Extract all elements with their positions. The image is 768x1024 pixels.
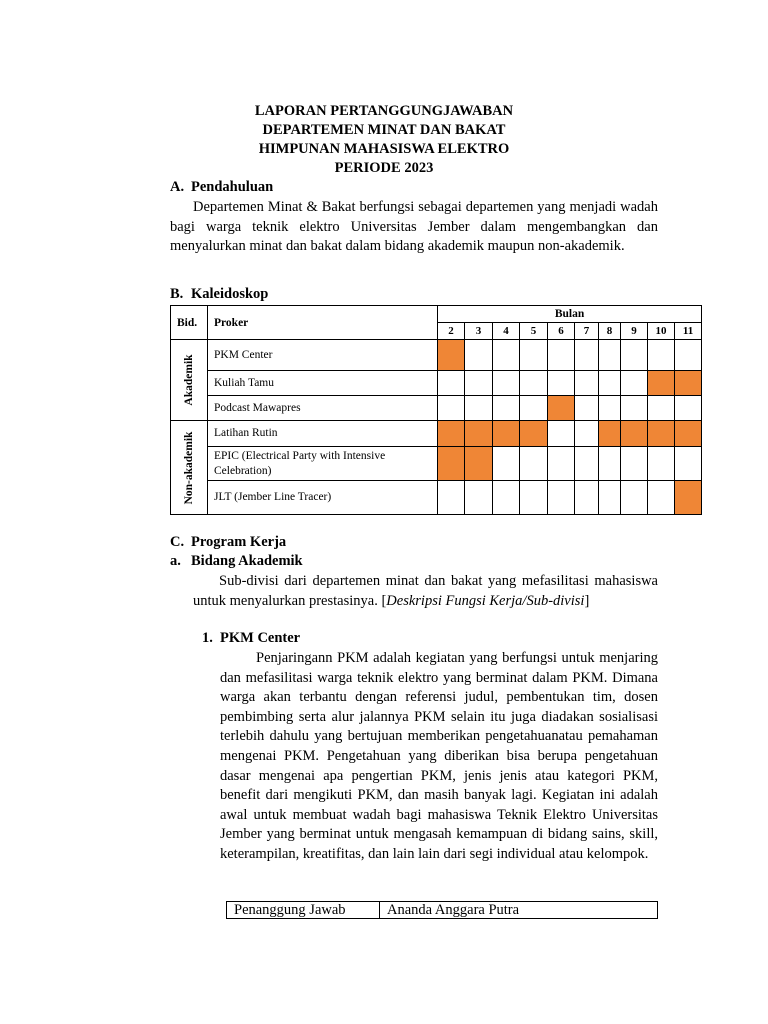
month-cell — [493, 371, 520, 396]
month-cell — [675, 340, 702, 371]
month-cell — [493, 447, 520, 481]
month-cell — [575, 421, 599, 447]
item-1-heading — [202, 630, 300, 647]
subsection-a-desc-text: Sub-divisi dari departemen minat dan bakat yang mefasilitasi mahasiswa untuk menyalurkan prestasinya. [ — [193, 573, 658, 609]
proker-cell: Latihan Rutin — [208, 421, 438, 447]
month-cell — [493, 340, 520, 371]
kaleidoskop-body — [171, 340, 702, 515]
month-cell — [599, 481, 621, 515]
month-cell — [621, 340, 648, 371]
month-cell — [599, 396, 621, 421]
month-cell-active — [621, 421, 648, 447]
month-cell-active — [648, 421, 675, 447]
month-cell — [675, 447, 702, 481]
proker-cell: EPIC (Electrical Party with Intensive Celebration) — [208, 447, 438, 481]
section-b-title: Kaleidoskop — [191, 286, 269, 302]
month-cell — [648, 481, 675, 515]
month-cell — [621, 371, 648, 396]
month-cell — [575, 371, 599, 396]
report-title-line-3: HIMPUNAN MAHASISWA ELEKTRO — [258, 141, 510, 157]
table-row — [171, 421, 702, 447]
month-cell-active — [548, 396, 575, 421]
month-cell-active — [648, 371, 675, 396]
month-header: 4 — [493, 323, 520, 340]
month-cell-active — [675, 421, 702, 447]
header-bid: Bid. — [171, 306, 208, 340]
month-header: 5 — [520, 323, 548, 340]
proker-cell: PKM Center — [208, 340, 438, 371]
month-cell — [621, 447, 648, 481]
month-header: 7 — [575, 323, 599, 340]
subsection-a-letter: a. — [170, 553, 181, 569]
subsection-a-description — [193, 572, 658, 611]
month-cell — [599, 371, 621, 396]
report-title-line-2: DEPARTEMEN MINAT DAN BAKAT — [262, 122, 506, 138]
section-b-heading — [170, 286, 268, 303]
month-cell — [493, 396, 520, 421]
section-c-heading — [170, 534, 286, 551]
month-cell-active — [493, 421, 520, 447]
month-cell-active — [520, 421, 548, 447]
month-cell — [438, 396, 465, 421]
section-b-letter: B. — [170, 286, 184, 302]
item-1-title: PKM Center — [220, 630, 301, 646]
report-title-line-4: PERIODE 2023 — [334, 160, 434, 176]
table-row — [171, 340, 702, 371]
section-a-letter: A. — [170, 179, 185, 195]
bidang-label: Non-akademik — [183, 431, 195, 504]
bidang-cell — [171, 421, 208, 515]
item-1-number: 1. — [202, 630, 213, 646]
subsection-a-heading — [170, 553, 303, 570]
month-cell — [520, 447, 548, 481]
item-1-text: Penjaringann PKM adalah kegiatan yang berfungsi untuk menjaring dan mefasilitasi warga teknik elektro yang berminat dalam PKM. Dimana warga akan terbantu dengan referensi judul, pembentukan tim, dosen pembimbing serta alur jalannya PKM selain itu juga diadakan sosialisasi terlebih dahulu yang bertujuan memberikan pengetahuanatau pemahaman mengenai PKM. Pengetahuan yang diberikan bisa berupa pengetahuan dasar mengenai apa pengertian PKM, jenis jenis atau kategori PKM, benefit dari mengikuti PKM, dan masih banyak lagi. Kegiatan ini adalah awal untuk membuat wadah bagi mahasiswa Teknik Elektro Universitas Jember yang berminat untuk mengasah kemampuan di bidang sains, skill, keterampilan, kreatifitas, dan lain lain dari segi individual atau kelompok. — [220, 650, 658, 862]
month-cell-active — [465, 447, 493, 481]
section-c-letter: C. — [170, 534, 185, 550]
header-bulan: Bulan — [438, 306, 702, 323]
kaleidoskop-table — [170, 305, 702, 515]
month-cell-active — [599, 421, 621, 447]
month-cell — [520, 340, 548, 371]
month-cell-active — [465, 421, 493, 447]
month-cell-active — [438, 340, 465, 371]
month-header: 2 — [438, 323, 465, 340]
month-header: 9 — [621, 323, 648, 340]
proker-cell: Kuliah Tamu — [208, 371, 438, 396]
month-cell — [520, 481, 548, 515]
table-row — [171, 396, 702, 421]
month-cell — [438, 481, 465, 515]
month-header: 11 — [675, 323, 702, 340]
table-row — [171, 371, 702, 396]
month-cell — [599, 447, 621, 481]
month-cell-active — [438, 421, 465, 447]
month-cell-active — [675, 371, 702, 396]
month-cell — [493, 481, 520, 515]
month-cell-active — [675, 481, 702, 515]
month-cell — [465, 371, 493, 396]
month-cell — [548, 340, 575, 371]
report-title-line-1: LAPORAN PERTANGGUNGJAWABAN — [254, 103, 514, 119]
month-cell — [548, 447, 575, 481]
month-cell — [575, 396, 599, 421]
section-a-paragraph — [170, 198, 658, 257]
bidang-label: Akademik — [183, 354, 195, 406]
section-a-heading — [170, 179, 273, 196]
section-c-title: Program Kerja — [191, 534, 287, 550]
month-cell — [648, 340, 675, 371]
month-cell — [648, 447, 675, 481]
proker-cell: Podcast Mawapres — [208, 396, 438, 421]
bidang-cell — [171, 340, 208, 421]
month-cell — [465, 481, 493, 515]
month-cell — [575, 481, 599, 515]
month-cell — [548, 421, 575, 447]
subsection-a-title: Bidang Akademik — [191, 553, 303, 569]
month-cell — [675, 396, 702, 421]
table-row — [171, 481, 702, 515]
subsection-a-desc-italic: Deskripsi Fungsi Kerja/Sub-divisi — [386, 592, 585, 609]
month-header: 6 — [548, 323, 575, 340]
month-header: 10 — [648, 323, 675, 340]
month-cell — [621, 396, 648, 421]
section-a-text: Departemen Minat & Bakat berfungsi sebagai departemen yang menjadi wadah bagi warga teknik elektro Universitas Jember dalam mengembangkan dan menyalurkan minat dan bakat dalam bidang akademik maupun non-akademik. — [170, 199, 658, 255]
pj-value: Ananda Anggara Putra — [380, 902, 658, 919]
month-cell — [621, 481, 648, 515]
month-cell — [548, 481, 575, 515]
month-header: 8 — [599, 323, 621, 340]
penanggung-jawab-table — [226, 901, 658, 919]
month-cell — [599, 340, 621, 371]
section-a-title: Pendahuluan — [191, 179, 274, 195]
month-cell — [465, 340, 493, 371]
month-cell — [648, 396, 675, 421]
month-cell — [465, 396, 493, 421]
month-cell — [548, 371, 575, 396]
month-cell — [438, 371, 465, 396]
proker-cell: JLT (Jember Line Tracer) — [208, 481, 438, 515]
month-header: 3 — [465, 323, 493, 340]
month-cell — [520, 396, 548, 421]
month-cell — [575, 340, 599, 371]
month-cell-active — [438, 447, 465, 481]
header-proker: Proker — [208, 306, 438, 340]
item-1-paragraph — [220, 649, 658, 865]
month-cell — [520, 371, 548, 396]
pj-label: Penanggung Jawab — [227, 902, 380, 919]
subsection-a-desc-close: ] — [584, 592, 590, 609]
table-row — [171, 447, 702, 481]
month-cell — [575, 447, 599, 481]
